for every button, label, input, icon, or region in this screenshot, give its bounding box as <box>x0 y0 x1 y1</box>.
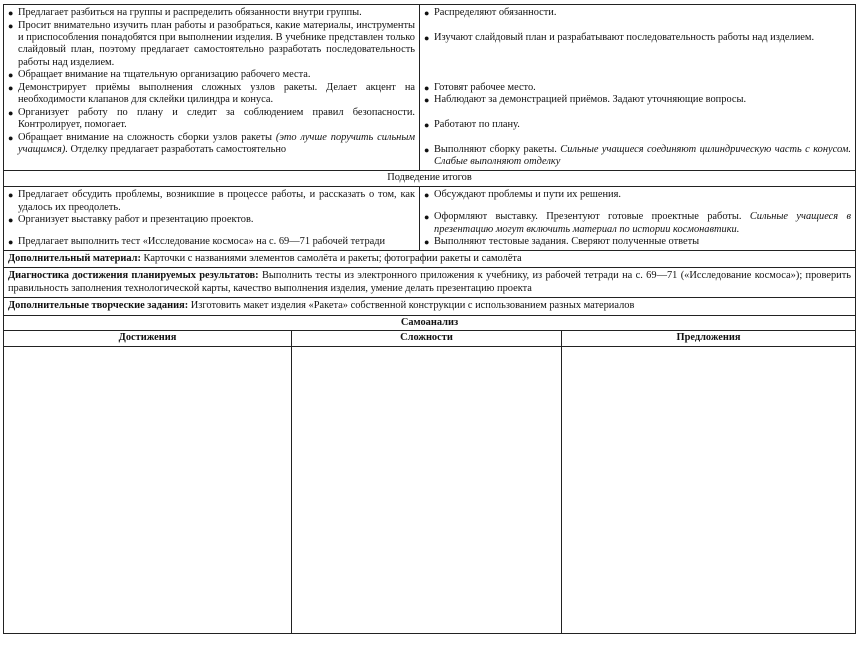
self-analysis-title: Самоанализ <box>4 316 855 331</box>
summary-title: Подведение итогов <box>4 171 855 187</box>
bullet-icon: ● <box>8 237 14 248</box>
bullet-icon: ● <box>424 83 430 93</box>
list-item: ● Организует выставку работ и презентацию проектов. <box>8 214 415 236</box>
summary-row <box>4 187 855 250</box>
list-item: ● Наблюдают за демонстрацией приёмов. Задают уточняющие вопросы. <box>424 94 851 119</box>
achievements-header: Достижения <box>4 331 291 346</box>
list-item: ● Просит внимательно изучить план работы и разобраться, какие материалы, инструменты и приспособления понадобятся при выполнении изделия. В учебнике представлен только слайдовый план, поэтому предлагает самостоятельно разработать последовательность работы над изделием. <box>8 19 415 68</box>
teacher-column <box>4 5 420 170</box>
bullet-icon: ● <box>8 82 14 93</box>
self-analysis-grid <box>4 331 855 633</box>
students-column <box>420 5 855 170</box>
bullet-icon: ● <box>424 95 430 105</box>
list-item: ● Выполняют сборку ракеты. Сильные учащиеся соединяют цилиндрическую часть с конусом. Слабые выполняют отделку <box>424 144 851 168</box>
creative-tasks-row: Дополнительные творческие задания: Изготовить макет изделия «Ракета» собственной конструкции с использованием разных материалов <box>4 298 855 315</box>
bullet-icon: ● <box>8 132 14 143</box>
difficulties-column <box>292 331 562 633</box>
bullet-icon: ● <box>424 212 430 223</box>
list-item: ● Работают по плану. <box>424 119 851 144</box>
list-item: ● Готовят рабочее место. <box>424 82 536 93</box>
lesson-table <box>3 4 856 634</box>
list-item: ● Обсуждают проблемы и пути их решения. <box>424 189 851 211</box>
list-item: ● Организует работу по плану и следит за соблюдением правил безопасности. Контролирует, помогает. <box>8 106 415 131</box>
list-item: ● Выполняют тестовые задания. Сверяют полученные ответы <box>424 236 700 248</box>
bullet-icon: ● <box>8 190 14 201</box>
bullet-icon: ● <box>424 33 430 43</box>
bullet-icon: ● <box>424 120 430 130</box>
bullet-icon: ● <box>424 237 430 248</box>
suggestions-header: Предложения <box>562 331 855 346</box>
bullet-icon: ● <box>424 8 430 18</box>
bullet-icon: ● <box>8 70 14 81</box>
list-item: ● Обращает внимание на тщательную организацию рабочего места. <box>8 69 311 81</box>
bullet-icon: ● <box>424 145 430 155</box>
list-item: ● Изучают слайдовый план и разрабатывают последовательность работы над изделием. <box>424 32 851 82</box>
list-item: ● Демонстрирует приёмы выполнения сложных узлов ракеты. Делает акцент на необходимости клапанов для склейки цилиндра и конуса. <box>8 81 415 106</box>
suggestions-column <box>562 331 855 633</box>
list-item: ● Предлагает разбиться на группы и распределить обязанности внутри группы. <box>8 7 362 18</box>
diagnostics-row: Диагностика достижения планируемых результатов: Выполнить тесты из электронного приложения к учебнику, из рабочей тетради на с. 69—71 («Исследование космоса»); проверить правильность заполнения технологической карты, качество выполнения изделия, умение делать презентацию проекта <box>4 268 855 298</box>
extra-material-row: Дополнительный материал: Карточки с названиями элементов самолёта и ракеты; фотографии ракеты и самолёта <box>4 251 855 268</box>
bullet-icon: ● <box>8 107 14 118</box>
list-item: ● Обращает внимание на сложность сборки узлов ракеты (это лучше поручить сильным учащимся). Отделку предлагает разработать самостоятельно <box>8 131 415 156</box>
bullet-icon: ● <box>8 8 14 18</box>
bullet-icon: ● <box>8 215 14 226</box>
list-item: ● Предлагает обсудить проблемы, возникшие в процессе работы, и рассказать о том, как удалось их преодолеть. <box>8 189 415 213</box>
achievements-column <box>4 331 292 633</box>
list-item: ● Предлагает выполнить тест «Исследование космоса» на с. 69—71 рабочей тетради <box>8 236 386 248</box>
activity-row <box>4 5 855 171</box>
list-item: ● Оформляют выставку. Презентуют готовые проектные работы. Сильные учащиеся в презентацию могут включить материал по истории космонавтики. <box>424 211 851 235</box>
summary-teacher-column <box>4 187 420 249</box>
difficulties-header: Сложности <box>292 331 561 346</box>
list-item: ● Распределяют обязанности. <box>424 7 851 32</box>
bullet-icon: ● <box>8 20 14 31</box>
bullet-icon: ● <box>424 190 430 201</box>
summary-students-column <box>420 187 855 249</box>
